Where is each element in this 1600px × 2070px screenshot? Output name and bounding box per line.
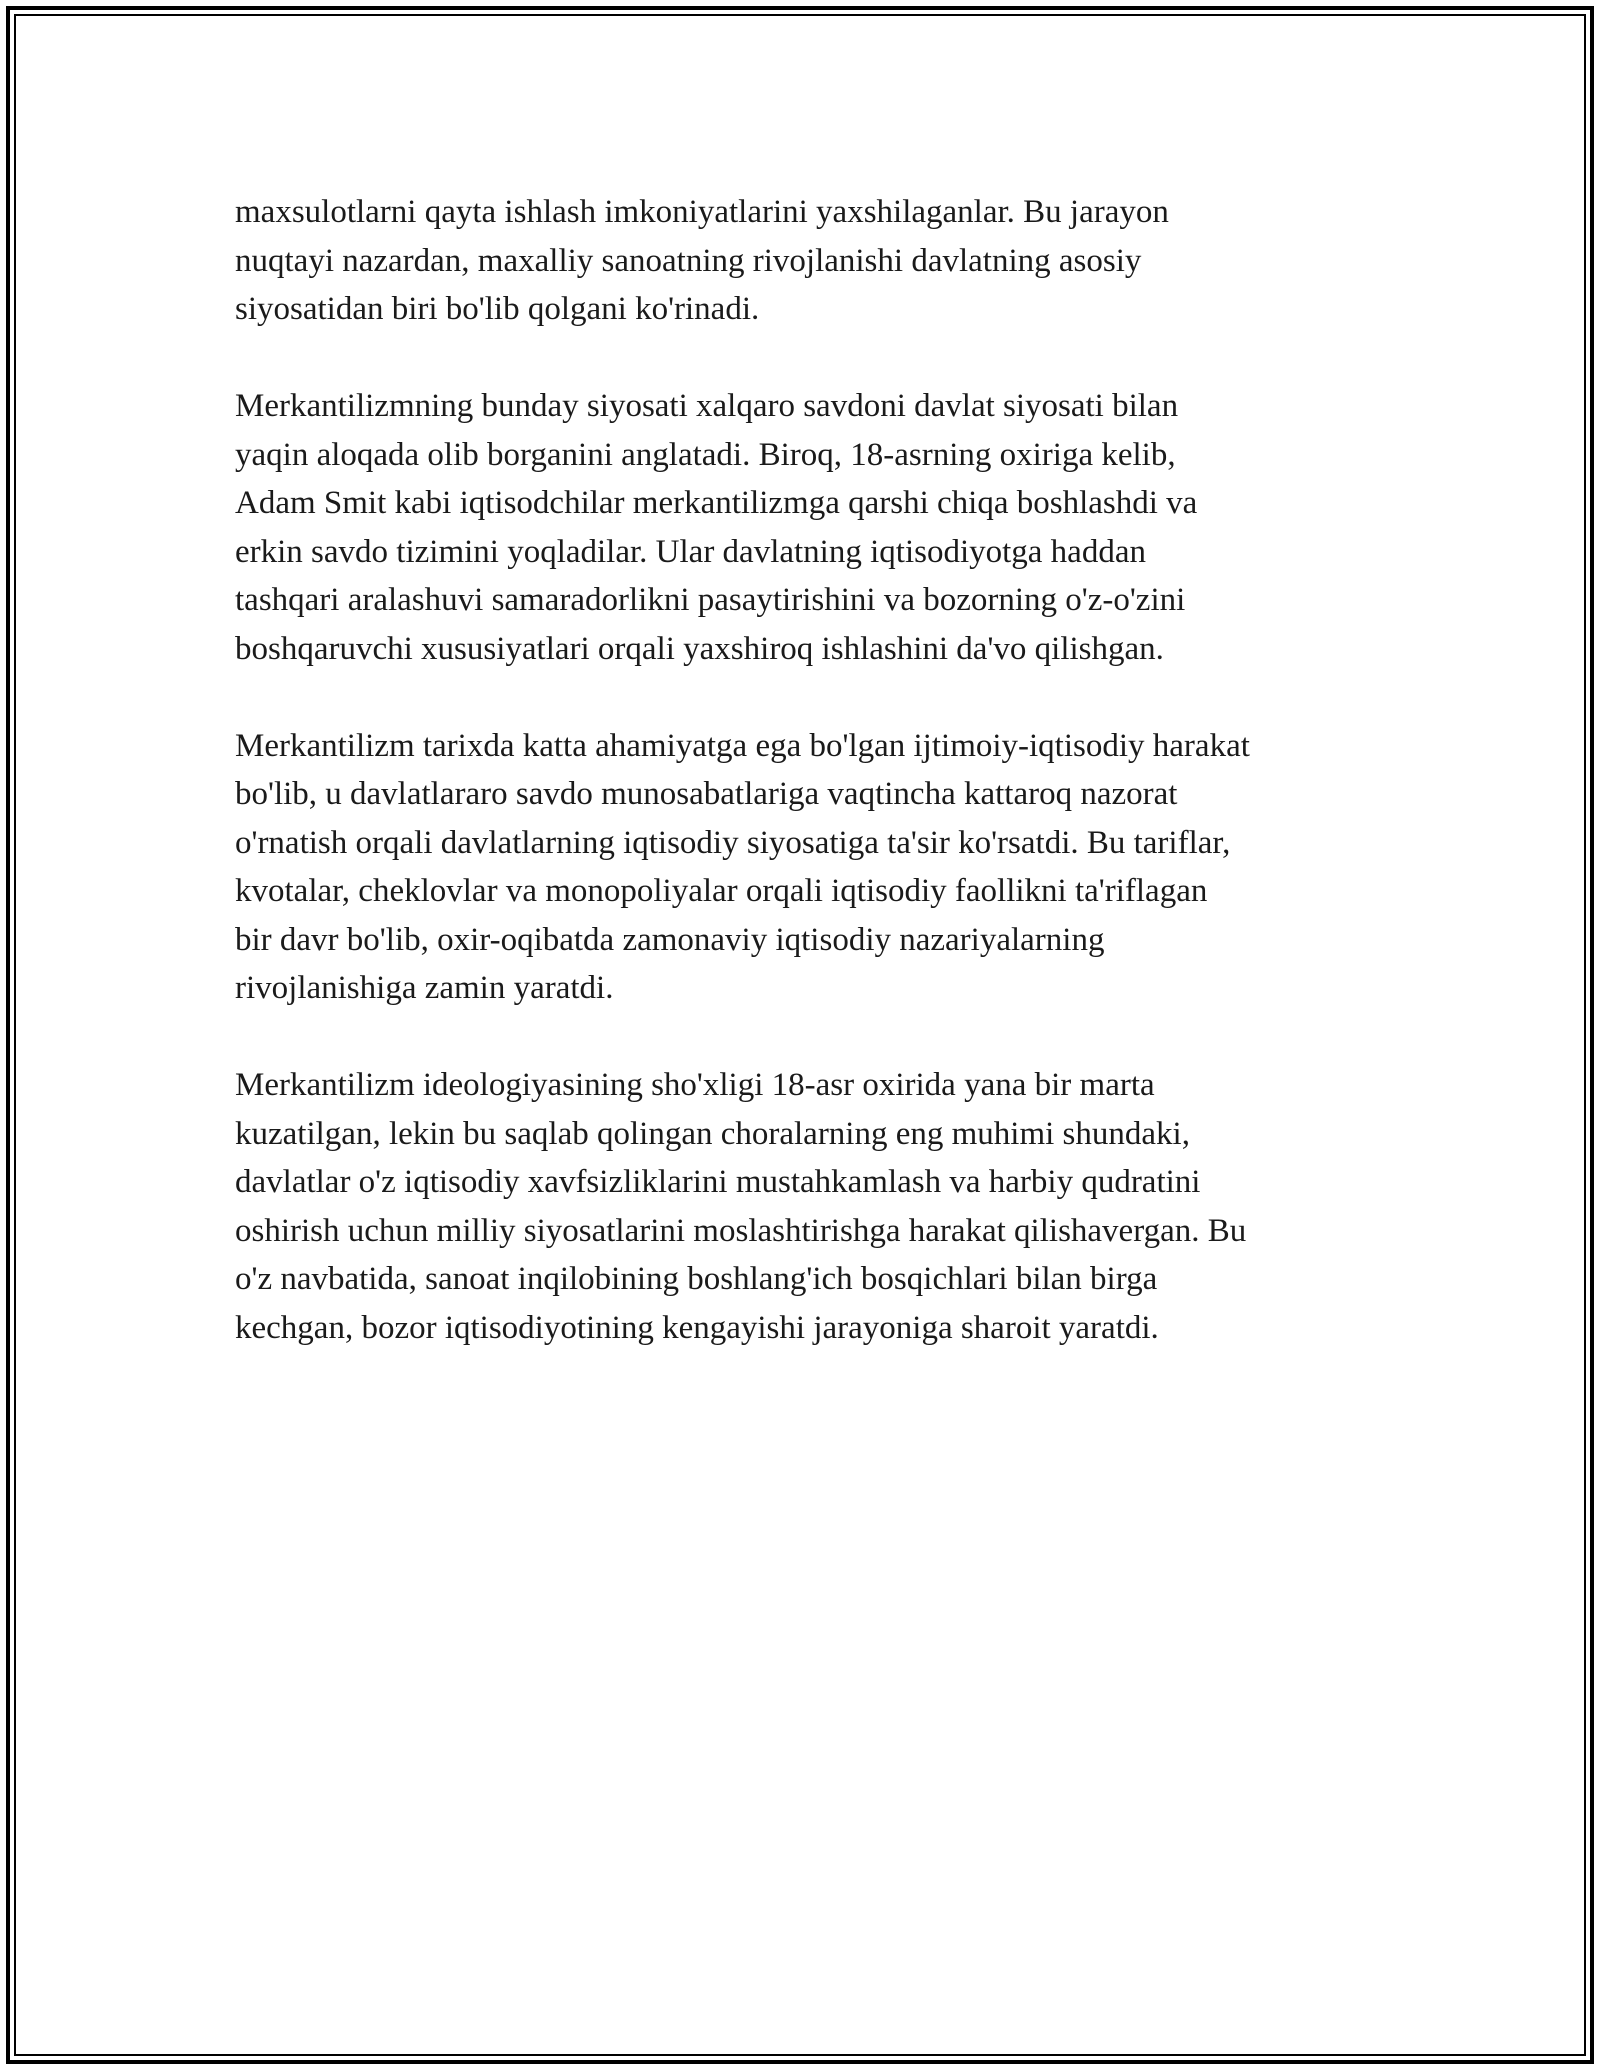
paragraph-2: Merkantilizmning bunday siyosati xalqaro savdoni davlat siyosati bilan yaqin aloqada olib borganini anglatadi. Biroq, 18-asrning oxiriga kelib, Adam Smit kabi iqtisodchilar merkantilizmga qarshi chiqa boshlashdi va erkin savdo tizimini yoqladilar. Ular davlatning iqtisodiyotga haddan tashqari aralashuvi samaradorlikni pasaytirishini va bozorning o'z-o'zini boshqaruvchi xususiyatlari orqali yaxshiroq ishlashini da'vo qilishgan. (235, 388, 1198, 667)
paragraph-3: Merkantilizm tarixda katta ahamiyatga ega bo'lgan ijtimoiy-iqtisodiy harakat bo'lib, u davlatlararo savdo munosabatlariga vaqtincha kattaroq nazorat o'rnatish orqali davlatlarning iqtisodiy siyosatiga ta'sir ko'rsatdi. Bu tariflar, kvotalar, cheklovlar va monopoliyalar orqali iqtisodiy faollikni ta'riflagan bir davr bo'lib, oxir-oqibatda zamonaviy iqtisodiy nazariyalarning rivojlanishiga zamin yaratdi. (235, 727, 1250, 1006)
document-body (235, 188, 1375, 1401)
paragraph-4: Merkantilizm ideologiyasining sho'xligi 18-asr oxirida yana bir marta kuzatilgan, lekin bu saqlab qolingan choralarning eng muhimi shundaki, davlatlar o'z iqtisodiy xavfsizliklarini mustahkamlash va harbiy qudratini oshirish uchun milliy siyosatlarini moslashtirishga harakat qilishavergan. Bu o'z navbatida, sanoat inqilobining boshlang'ich bosqichlari bilan birga kechgan, bozor iqtisodiyotining kengayishi jarayoniga sharoit yaratdi. (235, 1067, 1247, 1346)
paragraph-1: maxsulotlarni qayta ishlash imkoniyatlarini yaxshilaganlar. Bu jarayon nuqtayi nazardan, maxalliy sanoatning rivojlanishi davlatning asosiy siyosatidan biri bo'lib qolgani ko'rinadi. (235, 194, 1169, 327)
